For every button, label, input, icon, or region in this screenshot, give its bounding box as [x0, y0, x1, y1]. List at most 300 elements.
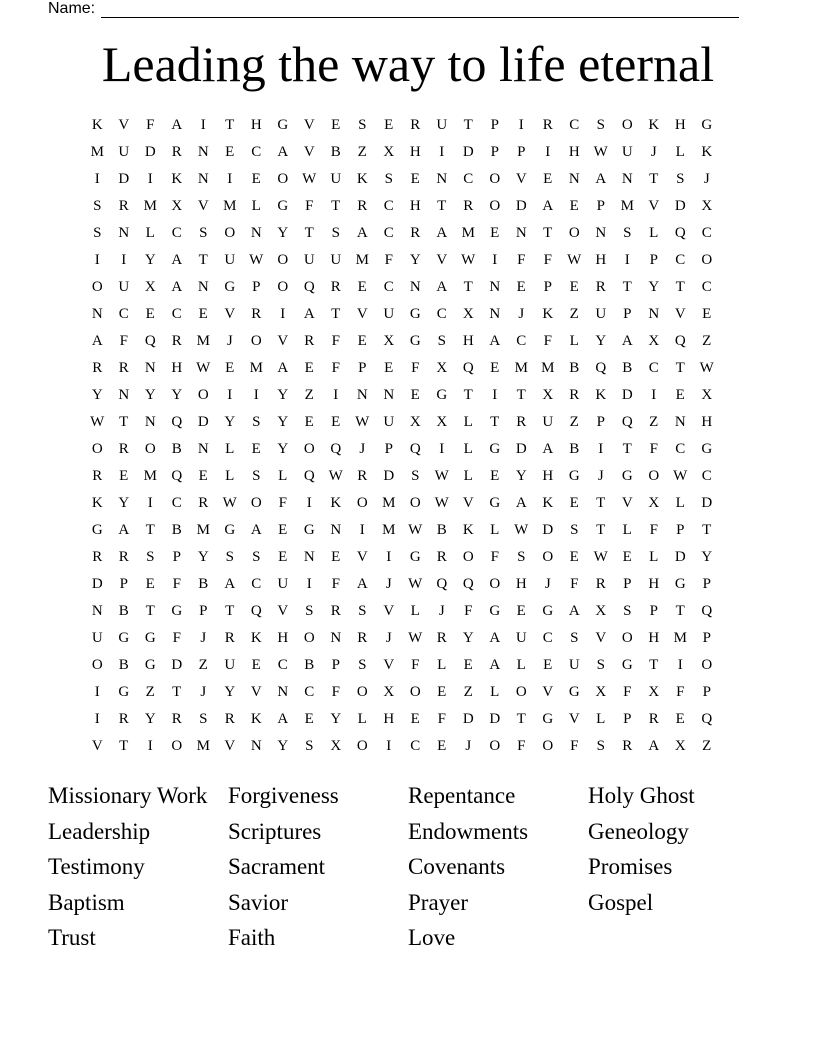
grid-letter: T [119, 414, 129, 430]
grid-letter: M [196, 333, 210, 349]
grid-letter: V [224, 306, 236, 322]
grid-letter: F [570, 738, 579, 754]
grid-letter: S [252, 468, 261, 484]
grid-letter: V [436, 252, 448, 268]
grid-letter: P [649, 252, 658, 268]
grid-letter: C [648, 360, 659, 376]
grid-letter: E [516, 603, 526, 619]
grid-letter: S [384, 171, 393, 187]
grid-letter: G [409, 306, 421, 322]
grid-letter: O [250, 333, 262, 349]
grid-letter: G [171, 603, 183, 619]
grid-letter: L [437, 657, 447, 673]
grid-letter: E [490, 360, 500, 376]
grid-letter: P [358, 360, 367, 376]
word-list-item: Holy Ghost [588, 783, 695, 808]
grid-letter: S [305, 603, 314, 619]
grid-letter: I [306, 495, 312, 511]
grid-letter: P [702, 576, 711, 592]
grid-letter: G [568, 468, 580, 484]
grid-letter: Y [595, 333, 607, 349]
grid-letter: C [516, 333, 527, 349]
grid-letter: B [118, 603, 129, 619]
grid-letter: P [702, 630, 711, 646]
grid-letter: E [384, 117, 394, 133]
grid-letter: J [226, 333, 233, 349]
word-list-item: Savior [228, 889, 289, 915]
grid-letter: L [490, 684, 500, 700]
grid-letter: K [648, 117, 660, 133]
grid-letter: N [277, 684, 289, 700]
grid-letter: P [543, 279, 552, 295]
grid-letter: M [382, 495, 396, 511]
grid-letter: C [542, 630, 553, 646]
grid-letter: L [516, 657, 526, 673]
grid-letter: O [356, 738, 368, 754]
grid-letter: V [356, 306, 368, 322]
grid-letter: N [250, 225, 262, 241]
grid-letter: R [357, 630, 368, 646]
grid-letter: G [118, 684, 130, 700]
grid-letter: W [408, 630, 423, 646]
grid-letter: J [703, 171, 710, 187]
grid-letter: N [197, 441, 209, 457]
name-label: Name: [48, 0, 96, 17]
word-list-item: Leadership [48, 818, 151, 844]
grid-letter: Q [701, 711, 713, 727]
grid-letter: K [250, 711, 262, 727]
grid-letter: N [144, 414, 156, 430]
grid-letter: V [648, 198, 660, 214]
grid-letter: G [701, 441, 713, 457]
grid-letter: Q [436, 576, 448, 592]
grid-letter: H [674, 117, 686, 133]
grid-letter: R [357, 198, 368, 214]
grid-letter: L [225, 468, 235, 484]
grid-letter: G [144, 630, 156, 646]
grid-letter: P [331, 657, 340, 673]
grid-letter: E [225, 144, 235, 160]
grid-letter: T [622, 279, 632, 295]
grid-letter: Y [144, 252, 156, 268]
grid-letter: B [171, 441, 182, 457]
grid-letter: N [197, 144, 209, 160]
grid-letter: W [699, 360, 714, 376]
grid-letter: M [90, 144, 104, 160]
grid-letter: W [302, 171, 317, 187]
grid-letter: Q [303, 279, 315, 295]
grid-letter: X [462, 306, 474, 322]
grid-letter: U [224, 657, 236, 673]
grid-letter: V [197, 198, 209, 214]
grid-letter: Y [330, 711, 342, 727]
grid-letter: X [648, 495, 660, 511]
grid-letter: T [172, 684, 182, 700]
grid-letter: Q [674, 333, 686, 349]
grid-letter: I [94, 684, 100, 700]
grid-letter: X [383, 684, 395, 700]
grid-letter: Y [171, 387, 183, 403]
grid-letter: H [595, 252, 607, 268]
grid-letter: C [277, 657, 288, 673]
grid-letter: E [490, 468, 500, 484]
grid-letter: T [145, 603, 155, 619]
grid-letter: C [701, 279, 712, 295]
grid-letter: E [251, 657, 261, 673]
grid-letter: T [437, 198, 447, 214]
grid-letter: F [146, 117, 155, 133]
grid-letter: A [356, 576, 368, 592]
grid-letter: V [383, 657, 395, 673]
word-list-item: Endowments [408, 818, 529, 844]
grid-letter: E [251, 171, 261, 187]
grid-letter: O [303, 630, 315, 646]
grid-letter: G [674, 576, 686, 592]
grid-letter: L [357, 711, 367, 727]
grid-letter: X [383, 144, 395, 160]
grid-letter: F [331, 576, 340, 592]
grid-letter: O [489, 576, 501, 592]
grid-letter: A [489, 630, 501, 646]
grid-letter: S [596, 117, 605, 133]
grid-letter: X [701, 198, 713, 214]
grid-letter: Y [118, 495, 130, 511]
grid-letter: I [94, 711, 100, 727]
grid-letter: Z [463, 684, 473, 700]
grid-letter: L [463, 414, 473, 430]
grid-letter: E [569, 198, 579, 214]
grid-letter: I [306, 576, 312, 592]
grid-letter: G [303, 522, 315, 538]
grid-letter: L [251, 198, 261, 214]
grid-letter: C [410, 738, 421, 754]
grid-letter: B [118, 657, 129, 673]
grid-letter: W [355, 414, 370, 430]
grid-letter: E [543, 657, 553, 673]
grid-letter: V [674, 306, 686, 322]
grid-letter: Q [674, 225, 686, 241]
grid-letter: L [569, 333, 579, 349]
grid-letter: W [222, 495, 237, 511]
grid-letter: O [462, 549, 474, 565]
grid-letter: A [171, 252, 183, 268]
grid-letter: F [172, 576, 181, 592]
grid-letter: T [119, 738, 129, 754]
grid-letter: A [91, 333, 103, 349]
grid-letter: Q [144, 333, 156, 349]
grid-letter: R [304, 333, 315, 349]
grid-letter: L [463, 468, 473, 484]
grid-letter: E [490, 225, 500, 241]
grid-letter: E [198, 468, 208, 484]
grid-letter: R [569, 387, 580, 403]
grid-letter: T [331, 198, 341, 214]
grid-letter: M [143, 198, 157, 214]
grid-letter: B [622, 360, 633, 376]
grid-letter: S [411, 468, 420, 484]
grid-letter: Q [330, 441, 342, 457]
grid-letter: U [330, 171, 342, 187]
grid-letter: O [621, 630, 633, 646]
grid-letter: F [623, 684, 632, 700]
grid-letter: S [225, 549, 234, 565]
grid-letter: A [224, 576, 236, 592]
grid-letter: I [386, 549, 392, 565]
grid-letter: A [648, 738, 660, 754]
grid-letter: T [198, 252, 208, 268]
word-list [48, 778, 768, 956]
grid-letter: X [595, 603, 607, 619]
grid-letter: F [411, 360, 420, 376]
grid-letter: V [277, 333, 289, 349]
grid-letter: R [171, 711, 182, 727]
grid-letter: F [172, 630, 181, 646]
grid-letter: K [595, 387, 607, 403]
grid-letter: E [543, 171, 553, 187]
grid-letter: L [675, 144, 685, 160]
grid-letter: R [118, 711, 129, 727]
grid-letter: K [91, 117, 103, 133]
grid-letter: M [249, 360, 263, 376]
grid-letter: B [569, 360, 580, 376]
grid-letter: A [356, 225, 368, 241]
grid-letter: M [461, 225, 475, 241]
grid-letter: P [119, 576, 128, 592]
grid-letter: U [224, 252, 236, 268]
grid-letter: B [171, 522, 182, 538]
grid-letter: O [144, 441, 156, 457]
grid-letter: W [514, 522, 529, 538]
grid-letter: A [277, 711, 289, 727]
grid-letter: O [91, 657, 103, 673]
grid-letter: C [701, 468, 712, 484]
grid-letter: R [542, 117, 553, 133]
grid-letter: R [118, 198, 129, 214]
grid-letter: D [542, 522, 554, 538]
grid-letter: T [490, 414, 500, 430]
grid-letter: M [514, 360, 528, 376]
grid-letter: I [624, 252, 630, 268]
grid-letter: P [623, 306, 632, 322]
grid-letter: Q [250, 603, 262, 619]
grid-letter: L [649, 549, 659, 565]
grid-letter: X [674, 738, 686, 754]
grid-letter: I [386, 738, 392, 754]
grid-letter: A [595, 171, 607, 187]
grid-letter: J [518, 306, 525, 322]
grid-letter: P [517, 144, 526, 160]
grid-letter: T [463, 387, 473, 403]
grid-letter: I [280, 306, 286, 322]
grid-letter: R [436, 549, 447, 565]
grid-letter: D [515, 441, 527, 457]
grid-letter: E [384, 360, 394, 376]
grid-letter: Y [409, 252, 421, 268]
grid-letter: X [701, 387, 713, 403]
grid-letter: T [516, 711, 526, 727]
grid-letter: V [91, 738, 103, 754]
grid-letter: E [331, 117, 341, 133]
grid-letter: X [436, 360, 448, 376]
grid-letter: I [147, 495, 153, 511]
grid-letter: O [91, 441, 103, 457]
grid-letter: G [701, 117, 713, 133]
grid-letter: V [383, 603, 395, 619]
grid-letter: R [595, 279, 606, 295]
grid-letter: M [673, 630, 687, 646]
grid-letter: Y [462, 630, 474, 646]
grid-letter: R [224, 630, 235, 646]
grid-letter: E [278, 522, 288, 538]
grid-letter: H [568, 144, 580, 160]
grid-letter: F [543, 333, 552, 349]
grid-letter: Y [277, 441, 289, 457]
grid-letter: G [409, 333, 421, 349]
grid-letter: N [489, 279, 501, 295]
grid-letter: Z [702, 738, 712, 754]
grid-letter: F [570, 576, 579, 592]
grid-letter: S [358, 603, 367, 619]
grid-letter: V [568, 711, 580, 727]
grid-letter: N [489, 306, 501, 322]
grid-letter: U [568, 657, 580, 673]
grid-letter: O [489, 171, 501, 187]
grid-letter: D [91, 576, 103, 592]
grid-letter: O [542, 738, 554, 754]
grid-letter: F [649, 441, 658, 457]
grid-letter: Q [171, 468, 183, 484]
grid-letter: H [648, 576, 660, 592]
grid-letter: A [436, 279, 448, 295]
grid-letter: U [542, 414, 554, 430]
grid-letter: N [409, 279, 421, 295]
grid-letter: P [676, 522, 685, 538]
word-search-grid [84, 112, 720, 760]
grid-letter: L [410, 603, 420, 619]
grid-letter: O [489, 738, 501, 754]
grid-letter: D [462, 144, 474, 160]
grid-letter: C [304, 684, 315, 700]
grid-letter: V [303, 117, 315, 133]
grid-letter: E [569, 495, 579, 511]
grid-letter: B [304, 657, 315, 673]
grid-letter: X [409, 414, 421, 430]
grid-letter: R [92, 549, 103, 565]
grid-letter: W [408, 576, 423, 592]
grid-letter: F [543, 252, 552, 268]
grid-letter: T [463, 279, 473, 295]
grid-letter: H [648, 630, 660, 646]
grid-letter: I [598, 441, 604, 457]
grid-letter: O [568, 225, 580, 241]
grid-letter: K [171, 171, 183, 187]
grid-letter: J [385, 576, 392, 592]
grid-letter: I [94, 171, 100, 187]
grid-letter: Q [621, 414, 633, 430]
grid-letter: P [199, 603, 208, 619]
grid-letter: K [462, 522, 474, 538]
grid-letter: V [356, 549, 368, 565]
grid-letter: I [651, 387, 657, 403]
grid-letter: C [171, 495, 182, 511]
grid-letter: F [517, 252, 526, 268]
grid-letter: B [198, 576, 209, 592]
grid-letter: U [383, 306, 395, 322]
grid-letter: J [200, 684, 207, 700]
grid-letter: Z [198, 657, 208, 673]
grid-letter: O [409, 495, 421, 511]
grid-letter: H [383, 711, 395, 727]
grid-letter: E [278, 549, 288, 565]
word-list-item: Promises [588, 854, 673, 879]
grid-letter: L [225, 441, 235, 457]
grid-letter: H [701, 414, 713, 430]
grid-letter: Y [144, 711, 156, 727]
grid-letter: I [492, 252, 498, 268]
grid-letter: S [252, 549, 261, 565]
grid-letter: W [593, 549, 608, 565]
grid-letter: S [517, 549, 526, 565]
grid-letter: V [250, 684, 262, 700]
grid-letter: Q [595, 360, 607, 376]
grid-letter: A [303, 306, 315, 322]
grid-letter: U [303, 252, 315, 268]
grid-letter: D [462, 711, 474, 727]
grid-letter: Y [144, 387, 156, 403]
grid-letter: J [359, 441, 366, 457]
grid-letter: W [461, 252, 476, 268]
grid-letter: S [358, 117, 367, 133]
grid-letter: J [650, 144, 657, 160]
grid-letter: I [492, 387, 498, 403]
grid-letter: N [91, 603, 103, 619]
grid-letter: R [118, 549, 129, 565]
grid-letter: H [409, 144, 421, 160]
grid-letter: T [463, 117, 473, 133]
grid-letter: X [330, 738, 342, 754]
grid-letter: T [649, 171, 659, 187]
grid-letter: N [383, 387, 395, 403]
grid-letter: K [701, 144, 713, 160]
grid-letter: Q [171, 414, 183, 430]
grid-letter: I [121, 252, 127, 268]
grid-letter: G [224, 522, 236, 538]
grid-letter: K [542, 495, 554, 511]
grid-letter: W [434, 495, 449, 511]
word-list-item: Missionary Work [48, 783, 208, 808]
grid-letter: E [357, 279, 367, 295]
grid-letter: J [597, 468, 604, 484]
grid-letter: A [542, 441, 554, 457]
grid-letter: V [224, 738, 236, 754]
grid-letter: C [675, 441, 686, 457]
grid-letter: O [409, 684, 421, 700]
grid-letter: I [333, 387, 339, 403]
grid-letter: I [227, 387, 233, 403]
word-list-item: Forgiveness [228, 783, 339, 808]
grid-letter: J [544, 576, 551, 592]
grid-letter: F [331, 333, 340, 349]
grid-letter: A [436, 225, 448, 241]
grid-letter: L [596, 711, 606, 727]
grid-letter: Y [277, 414, 289, 430]
grid-letter: E [145, 306, 155, 322]
grid-letter: Y [224, 684, 236, 700]
grid-letter: Q [409, 441, 421, 457]
grid-letter: M [355, 252, 369, 268]
grid-letter: I [677, 657, 683, 673]
grid-letter: Z [357, 144, 367, 160]
